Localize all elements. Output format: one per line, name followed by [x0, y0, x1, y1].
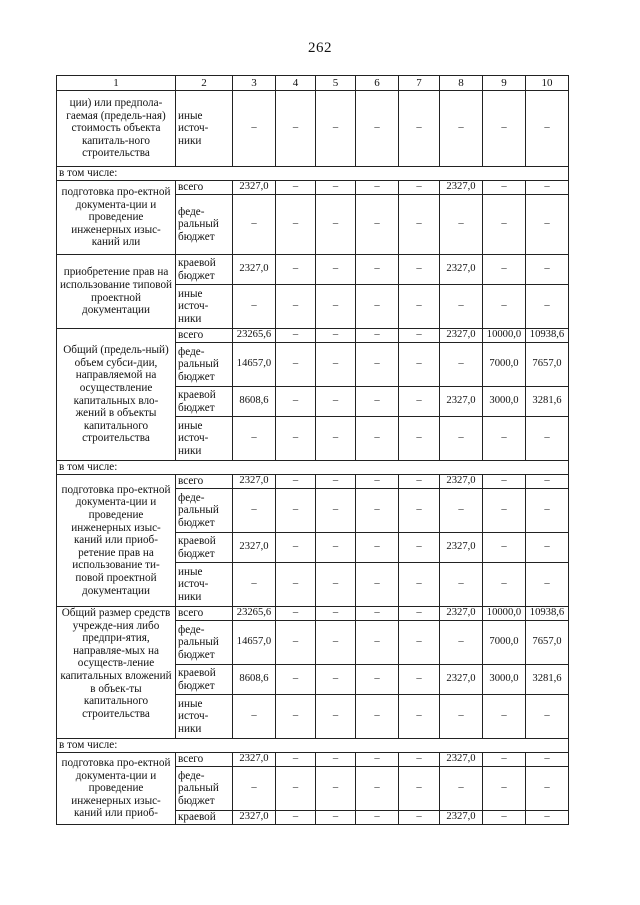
cell-dash: – — [356, 767, 399, 811]
cell-value: 2327,0 — [440, 181, 483, 195]
cell-value: 2327,0 — [440, 329, 483, 343]
cell-dash: – — [399, 417, 440, 461]
cell-dash: – — [399, 695, 440, 739]
cell-dash: – — [356, 255, 399, 285]
cell-value: 2327,0 — [233, 533, 276, 563]
cell-dash: – — [483, 285, 526, 329]
cell-dash: – — [356, 563, 399, 607]
cell-dash: – — [356, 181, 399, 195]
cell-dash: – — [399, 563, 440, 607]
cell-dash: – — [356, 285, 399, 329]
cell-dash: – — [276, 811, 316, 825]
cell-dash: – — [276, 91, 316, 167]
cell-dash: – — [399, 195, 440, 255]
cell-dash: – — [440, 489, 483, 533]
row-label: ции) или предпола-гаемая (предель-ная) стоимость объекта капиталь-ного строительства — [57, 91, 176, 167]
cell-dash: – — [399, 621, 440, 665]
cell-dash: – — [276, 387, 316, 417]
cell-dash: – — [356, 607, 399, 621]
table-row — [57, 607, 569, 621]
header-cell: 2 — [176, 76, 233, 91]
cell-dash: – — [276, 533, 316, 563]
cell-dash: – — [440, 417, 483, 461]
source-label: иные источ-ники — [176, 417, 233, 461]
cell-dash: – — [399, 811, 440, 825]
cell-dash: – — [316, 91, 356, 167]
cell-dash: – — [483, 695, 526, 739]
cell-value: 8608,6 — [233, 387, 276, 417]
cell-dash: – — [399, 489, 440, 533]
cell-dash: – — [316, 695, 356, 739]
row-label: приобретение прав на использование типовой проектной документации — [57, 255, 176, 329]
cell-dash: – — [276, 489, 316, 533]
cell-value: 7000,0 — [483, 621, 526, 665]
cell-value: 2327,0 — [440, 753, 483, 767]
row-label: подготовка про-ектной документа-ции и проведение инженерных изыс-каний или — [57, 181, 176, 255]
cell-dash: – — [399, 329, 440, 343]
cell-dash: – — [316, 255, 356, 285]
header-cell: 7 — [399, 76, 440, 91]
table-row — [57, 461, 569, 475]
cell-dash: – — [483, 91, 526, 167]
cell-dash: – — [399, 753, 440, 767]
header-row — [57, 76, 569, 91]
cell-value: 10938,6 — [526, 607, 569, 621]
cell-dash: – — [356, 343, 399, 387]
cell-dash: – — [440, 621, 483, 665]
row-label: подготовка про-ектной документа-ции и проведение инженерных изыс-каний или приоб- — [57, 753, 176, 825]
cell-dash: – — [356, 753, 399, 767]
cell-dash: – — [233, 767, 276, 811]
cell-dash: – — [399, 285, 440, 329]
cell-dash: – — [316, 607, 356, 621]
cell-dash: – — [316, 387, 356, 417]
cell-dash: – — [356, 695, 399, 739]
cell-dash: – — [316, 665, 356, 695]
cell-dash: – — [440, 285, 483, 329]
cell-dash: – — [316, 417, 356, 461]
section-subheading: в том числе: — [57, 167, 569, 181]
cell-dash: – — [526, 255, 569, 285]
cell-dash: – — [440, 195, 483, 255]
table-row — [57, 753, 569, 767]
cell-dash: – — [316, 767, 356, 811]
source-label: краевой бюджет — [176, 665, 233, 695]
row-label: Общий (предель-ный) объем субси-дии, направляемой на осуществление капитальных вло-жений в объекты капитального строительства — [57, 329, 176, 461]
cell-dash: – — [276, 695, 316, 739]
cell-value: 10000,0 — [483, 329, 526, 343]
cell-dash: – — [276, 753, 316, 767]
cell-dash: – — [526, 91, 569, 167]
cell-dash: – — [276, 285, 316, 329]
cell-dash: – — [526, 181, 569, 195]
cell-dash: – — [440, 343, 483, 387]
cell-dash: – — [399, 767, 440, 811]
cell-value: 2327,0 — [440, 811, 483, 825]
cell-dash: – — [483, 563, 526, 607]
cell-value: 7657,0 — [526, 621, 569, 665]
cell-dash: – — [526, 533, 569, 563]
cell-dash: – — [356, 621, 399, 665]
cell-value: 2327,0 — [440, 387, 483, 417]
budget-table — [56, 75, 569, 825]
cell-dash: – — [316, 285, 356, 329]
cell-dash: – — [440, 695, 483, 739]
cell-dash: – — [440, 91, 483, 167]
cell-dash: – — [526, 811, 569, 825]
page-number: 262 — [308, 40, 332, 56]
cell-dash: – — [276, 607, 316, 621]
cell-dash: – — [356, 195, 399, 255]
cell-dash: – — [399, 255, 440, 285]
cell-value: 2327,0 — [233, 255, 276, 285]
cell-dash: – — [483, 181, 526, 195]
cell-value: 10938,6 — [526, 329, 569, 343]
cell-dash: – — [233, 695, 276, 739]
source-label: феде-ральный бюджет — [176, 767, 233, 811]
cell-dash: – — [356, 329, 399, 343]
cell-dash: – — [483, 475, 526, 489]
cell-dash: – — [233, 489, 276, 533]
cell-dash: – — [233, 285, 276, 329]
cell-dash: – — [526, 695, 569, 739]
header-cell: 4 — [276, 76, 316, 91]
cell-dash: – — [276, 563, 316, 607]
header-cell: 3 — [233, 76, 276, 91]
cell-dash: – — [526, 285, 569, 329]
cell-value: 2327,0 — [233, 811, 276, 825]
cell-dash: – — [316, 489, 356, 533]
cell-dash: – — [399, 181, 440, 195]
source-label: феде-ральный бюджет — [176, 621, 233, 665]
cell-dash: – — [316, 753, 356, 767]
cell-value: 14657,0 — [233, 621, 276, 665]
source-label: краевой — [176, 811, 233, 825]
header-cell: 1 — [57, 76, 176, 91]
cell-dash: – — [483, 753, 526, 767]
cell-dash: – — [276, 767, 316, 811]
cell-dash: – — [399, 607, 440, 621]
cell-dash: – — [440, 767, 483, 811]
cell-value: 2327,0 — [233, 181, 276, 195]
section-subheading: в том числе: — [57, 461, 569, 475]
cell-dash: – — [276, 417, 316, 461]
cell-value: 23265,6 — [233, 329, 276, 343]
cell-dash: – — [526, 195, 569, 255]
cell-dash: – — [233, 563, 276, 607]
source-label: краевой бюджет — [176, 387, 233, 417]
cell-dash: – — [483, 195, 526, 255]
cell-value: 2327,0 — [233, 475, 276, 489]
cell-value: 2327,0 — [440, 533, 483, 563]
cell-dash: – — [356, 417, 399, 461]
cell-dash: – — [483, 767, 526, 811]
cell-dash: – — [526, 767, 569, 811]
header-cell: 10 — [526, 76, 569, 91]
cell-dash: – — [356, 489, 399, 533]
cell-value: 8608,6 — [233, 665, 276, 695]
source-label: феде-ральный бюджет — [176, 343, 233, 387]
source-label: краевой бюджет — [176, 533, 233, 563]
cell-dash: – — [276, 195, 316, 255]
table-row — [57, 181, 569, 195]
cell-dash: – — [399, 533, 440, 563]
cell-value: 2327,0 — [440, 475, 483, 489]
cell-dash: – — [356, 665, 399, 695]
cell-dash: – — [233, 417, 276, 461]
cell-dash: – — [276, 665, 316, 695]
source-label: всего — [176, 475, 233, 489]
cell-value: 3000,0 — [483, 665, 526, 695]
cell-value: 2327,0 — [440, 607, 483, 621]
cell-dash: – — [526, 475, 569, 489]
cell-dash: – — [526, 417, 569, 461]
cell-dash: – — [356, 475, 399, 489]
cell-dash: – — [526, 489, 569, 533]
cell-value: 3000,0 — [483, 387, 526, 417]
cell-value: 2327,0 — [233, 753, 276, 767]
cell-dash: – — [316, 621, 356, 665]
cell-dash: – — [276, 621, 316, 665]
cell-dash: – — [356, 91, 399, 167]
cell-dash: – — [316, 329, 356, 343]
row-label: Общий размер средств учрежде-ния либо предпри-ятия, направляе-мых на осуществ-ление капитальных вложений в объек-ты капитального строительства — [57, 607, 176, 739]
cell-dash: – — [233, 195, 276, 255]
cell-dash: – — [356, 533, 399, 563]
cell-value: 10000,0 — [483, 607, 526, 621]
source-label: феде-ральный бюджет — [176, 195, 233, 255]
source-label: всего — [176, 607, 233, 621]
source-label: краевой бюджет — [176, 255, 233, 285]
cell-value: 2327,0 — [440, 255, 483, 285]
source-label: всего — [176, 753, 233, 767]
cell-dash: – — [316, 811, 356, 825]
source-label: иные источ-ники — [176, 91, 233, 167]
cell-dash: – — [483, 417, 526, 461]
cell-dash: – — [483, 489, 526, 533]
table-row — [57, 739, 569, 753]
cell-dash: – — [316, 181, 356, 195]
table-row — [57, 167, 569, 181]
section-subheading: в том числе: — [57, 739, 569, 753]
source-label: феде-ральный бюджет — [176, 489, 233, 533]
cell-dash: – — [399, 387, 440, 417]
source-label: всего — [176, 329, 233, 343]
row-label: подготовка про-ектной документа-ции и проведение инженерных изыс-каний или приоб-ретение прав на использование ти-повой проектной документации — [57, 475, 176, 607]
cell-dash: – — [233, 91, 276, 167]
cell-value: 7000,0 — [483, 343, 526, 387]
cell-value: 2327,0 — [440, 665, 483, 695]
cell-dash: – — [276, 343, 316, 387]
header-cell: 9 — [483, 76, 526, 91]
cell-dash: – — [399, 91, 440, 167]
source-label: иные источ-ники — [176, 285, 233, 329]
cell-dash: – — [399, 475, 440, 489]
cell-value: 14657,0 — [233, 343, 276, 387]
cell-dash: – — [526, 753, 569, 767]
cell-dash: – — [483, 255, 526, 285]
table-row — [57, 329, 569, 343]
cell-dash: – — [316, 475, 356, 489]
cell-dash: – — [316, 195, 356, 255]
cell-value: 7657,0 — [526, 343, 569, 387]
header-cell: 5 — [316, 76, 356, 91]
cell-dash: – — [356, 811, 399, 825]
cell-dash: – — [483, 533, 526, 563]
table-row — [57, 255, 569, 285]
cell-value: 3281,6 — [526, 665, 569, 695]
source-label: иные источ-ники — [176, 695, 233, 739]
header-cell: 6 — [356, 76, 399, 91]
cell-value: 3281,6 — [526, 387, 569, 417]
cell-dash: – — [526, 563, 569, 607]
table-row — [57, 91, 569, 167]
cell-dash: – — [276, 329, 316, 343]
cell-dash: – — [316, 343, 356, 387]
cell-dash: – — [276, 475, 316, 489]
cell-dash: – — [276, 181, 316, 195]
cell-dash: – — [399, 665, 440, 695]
table-row — [57, 475, 569, 489]
cell-dash: – — [316, 533, 356, 563]
cell-dash: – — [483, 811, 526, 825]
header-cell: 8 — [440, 76, 483, 91]
source-label: всего — [176, 181, 233, 195]
cell-dash: – — [356, 387, 399, 417]
cell-dash: – — [276, 255, 316, 285]
cell-dash: – — [399, 343, 440, 387]
cell-dash: – — [440, 563, 483, 607]
source-label: иные источ-ники — [176, 563, 233, 607]
cell-dash: – — [316, 563, 356, 607]
cell-value: 23265,6 — [233, 607, 276, 621]
